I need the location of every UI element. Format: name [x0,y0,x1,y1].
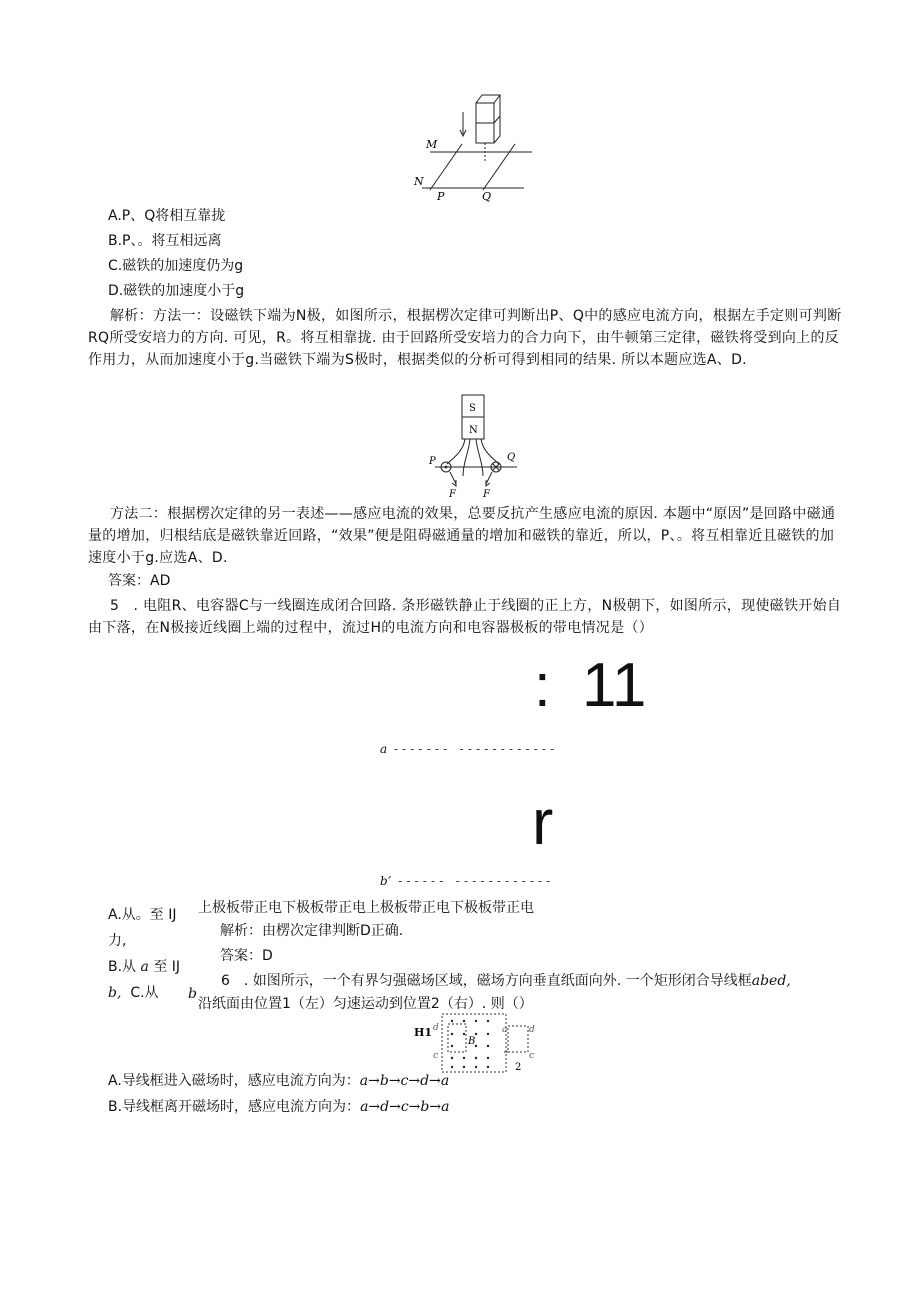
q5-big-11: 11 [582,651,647,720]
label-n: N [414,175,424,188]
label-a2: a [502,1025,508,1035]
label-q2: Q [507,452,516,463]
label-h1: H1 [414,1026,433,1039]
q4-answer: 答案：AD [108,573,171,589]
q5-analysis: 解析：由楞次定律判断D正确. [220,923,404,939]
q5-label-a: a [380,742,388,756]
q5-option-c: b, C.从 [108,985,159,1001]
q5-dashes-a: ------- ------------ [392,742,557,756]
label-c: c [433,1051,439,1061]
q6-option-a: A.导线框进入磁场时，感应电流方向为：a→b→c→d→a [108,1073,450,1089]
q5-charges: 上极板带正电下极板带正电上极板带正电下极板带正电 [198,900,534,916]
label-p2: P [429,456,436,467]
label-f2: F [483,489,490,500]
label-p: P [437,190,445,203]
q5-label-b: b’ [380,874,392,888]
q6-stem-line2: 沿纸面由位置1（左）匀速运动到位置2（右）. 则（） [198,996,533,1012]
q5-stem: 5 . 电阻R、电容器C与一线圈连成闭合回路. 条形磁铁静止于线圈的正上方，N极朝下，如图所示，现使磁铁开始自由下落，在N极接近线圈上端的过程中，流过H的电流方向和电容器极板的带电情况是（） [88,598,842,636]
q5-option-b: B.从 a 至 IJ [108,959,181,975]
q5-answer: 答案：D [220,948,273,964]
q5-dashes-b: ------ ------------ [396,874,553,888]
q5-big-colon: : [534,652,551,719]
label-f1: F [449,489,456,500]
q4-option-a: A.P、Q将相互靠拢 [108,208,226,224]
q5-option-c-b: b [188,986,197,1002]
label-s: S [469,403,476,414]
label-c2: c [529,1051,535,1061]
q6-stem-line1: 6 . 如图所示，一个有界匀强磁场区域，磁场方向垂直纸面向外. 一个矩形闭合导线框abed, [221,973,791,989]
q5-option-a-tail: 力, [108,933,127,949]
label-d2: d [529,1025,535,1035]
label-n-pole: N [469,425,478,436]
q5-option-a: A.从。至 IJ [108,907,177,923]
magnetic-field-figure [412,1012,546,1076]
label-b-field: B [468,1036,476,1047]
q5-big-r: r [532,786,554,858]
label-d: d [433,1023,439,1033]
q6-option-b: B.导线框离开磁场时，感应电流方向为：a→d→c→b→a [108,1099,450,1115]
label-q: Q [482,190,492,203]
label-m: M [426,138,438,151]
q4-option-d: D.磁铁的加速度小于g [108,283,245,299]
label-position-2: 2 [515,1062,522,1073]
q4-analysis-method2: 方法二：根据楞次定律的另一表述——感应电流的效果，总要反抗产生感应电流的原因. 本题中“原因”是回路中磁通量的增加，归根结底是磁铁靠近回路，“效果”便是阻碍磁通量的增加和磁铁的靠近，所以，P、。将互相靠近且磁铁的加速度小于g.应选A、D. [88,506,836,566]
magnet-rails-figure [412,88,536,204]
q4-analysis-method1: 解析：方法一：设磁铁下端为N极，如图所示，根据楞次定律可判断出P、Q中的感应电流方向，根据左手定则可判断RQ所受安培力的方向. 可见，R。将互相靠拢. 由于回路所受安培力的合力向下，由牛顿第三定律，磁铁将受到向上的反作用力，从而加速度小于g.当磁铁下端为S极时，根据类似的分析可得到相同的结果. 所以本题应选A、D. [88,308,842,368]
magnet-force-figure [425,392,527,500]
q5-line-a [380,738,557,757]
q4-option-c: C.磁铁的加速度仍为g [108,258,244,274]
q4-option-b: B.P、。将互相远离 [108,233,222,249]
q5-line-b [380,870,553,889]
